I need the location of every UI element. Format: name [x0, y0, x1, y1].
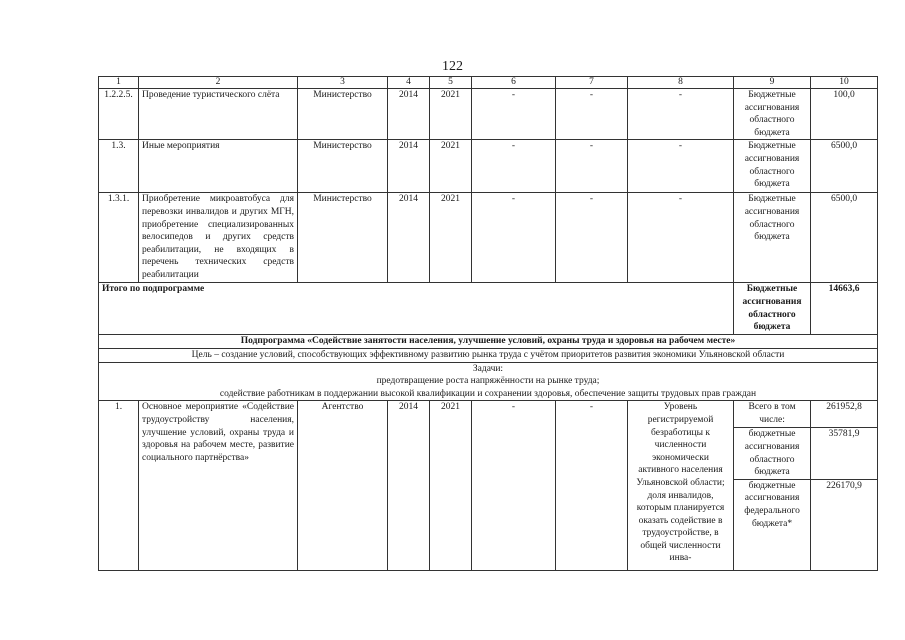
- row-number: 1.: [99, 401, 139, 570]
- funding-source: Бюджетные ассигнования областного бюджета: [734, 193, 811, 283]
- cell-dash: -: [628, 140, 734, 193]
- target-indicator: Уровень регистрируемой безработицы к численности экономически активного населения Ульяновской области; доля инвалидов, которым планируется оказать содействие в трудоустройстве, в общей численности инва-: [628, 401, 734, 570]
- cell-dash: -: [472, 193, 556, 283]
- funding-breakdown: [734, 401, 878, 570]
- row-number: 1.3.1.: [99, 193, 139, 283]
- task-item: предотвращение роста напряжённости на рынке труда;: [376, 376, 600, 387]
- cell-dash: -: [472, 401, 556, 570]
- end-year: 2021: [430, 193, 472, 283]
- column-number: 1: [99, 77, 139, 89]
- subprogram-goal: Цель – создание условий, способствующих эффективному развитию рынка труда с учётом приоритетов развития экономики Ульяновской области: [99, 348, 878, 362]
- funding-source: Бюджетные ассигнования областного бюджета: [734, 89, 811, 140]
- funding-amount: 226170,9: [811, 479, 877, 570]
- end-year: 2021: [430, 140, 472, 193]
- executor: Министерство: [298, 140, 388, 193]
- program-table: [98, 76, 878, 571]
- activity-name: Основное мероприятие «Содействие трудоустройству населения, улучшение условий, охраны труда и здоровья на рабочем месте, развитие социального партнёрства»: [139, 401, 298, 570]
- funding-amount: 6500,0: [811, 193, 878, 283]
- activity-name: Проведение туристического слёта: [139, 89, 298, 140]
- start-year: 2014: [388, 193, 430, 283]
- column-number-row: [99, 77, 878, 89]
- executor: Агентство: [298, 401, 388, 570]
- total-funding-source: Бюджетные ассигнования областного бюджета: [734, 283, 811, 335]
- cell-dash: -: [472, 140, 556, 193]
- column-number: 5: [430, 77, 472, 89]
- column-number: 9: [734, 77, 811, 89]
- cell-dash: -: [556, 140, 628, 193]
- total-label: Итого по подпрограмме: [99, 283, 734, 335]
- column-number: 4: [388, 77, 430, 89]
- funding-amount: 6500,0: [811, 140, 878, 193]
- funding-amount: 100,0: [811, 89, 878, 140]
- tasks-label: Задачи:: [472, 363, 504, 374]
- funding-source: Бюджетные ассигнования областного бюджета: [734, 140, 811, 193]
- tasks-row: [99, 362, 878, 401]
- column-number: 8: [628, 77, 734, 89]
- funding-amount: 35781,9: [811, 428, 877, 479]
- start-year: 2014: [388, 401, 430, 570]
- row-number: 1.2.2.5.: [99, 89, 139, 140]
- table-row: [99, 140, 878, 193]
- main-activity-row: [99, 401, 878, 570]
- table-row: [99, 193, 878, 283]
- funding-amount: 261952,8: [811, 401, 877, 428]
- task-item: содействие работникам в поддержании высокой квалификации и сохранении здоровья, обеспечение защиты трудовых прав граждан: [219, 388, 757, 399]
- funding-source: бюджетные ассигнования областного бюджета: [734, 428, 811, 479]
- total-row: [99, 283, 878, 335]
- cell-dash: -: [556, 193, 628, 283]
- total-amount: 14663,6: [811, 283, 878, 335]
- activity-name: Иные мероприятия: [139, 140, 298, 193]
- executor: Министерство: [298, 89, 388, 140]
- column-number: 3: [298, 77, 388, 89]
- table-row: [99, 89, 878, 140]
- funding-source: бюджетные ассигнования федерального бюджета*: [734, 479, 811, 570]
- goal-row: [99, 348, 878, 362]
- subprogram-title: Подпрограмма «Содействие занятости населения, улучшение условий, охраны труда и здоровья на рабочем месте»: [99, 335, 878, 349]
- start-year: 2014: [388, 140, 430, 193]
- subprogram-title-row: [99, 335, 878, 349]
- cell-dash: -: [472, 89, 556, 140]
- cell-dash: -: [556, 89, 628, 140]
- end-year: 2021: [430, 401, 472, 570]
- column-number: 10: [811, 77, 878, 89]
- column-number: 2: [139, 77, 298, 89]
- funding-source: Всего в том числе:: [734, 401, 811, 428]
- activity-name: Приобретение микроавтобуса для перевозки инвалидов и других МГН, приобретение специализированных велосипедов и других средств реабилитации, не входящих в перечень технических средств реабилитации: [139, 193, 298, 283]
- subprogram-tasks: [99, 362, 878, 401]
- page-number: 122: [442, 59, 463, 74]
- end-year: 2021: [430, 89, 472, 140]
- executor: Министерство: [298, 193, 388, 283]
- start-year: 2014: [388, 89, 430, 140]
- cell-dash: -: [628, 89, 734, 140]
- column-number: 6: [472, 77, 556, 89]
- column-number: 7: [556, 77, 628, 89]
- row-number: 1.3.: [99, 140, 139, 193]
- cell-dash: -: [556, 401, 628, 570]
- cell-dash: -: [628, 193, 734, 283]
